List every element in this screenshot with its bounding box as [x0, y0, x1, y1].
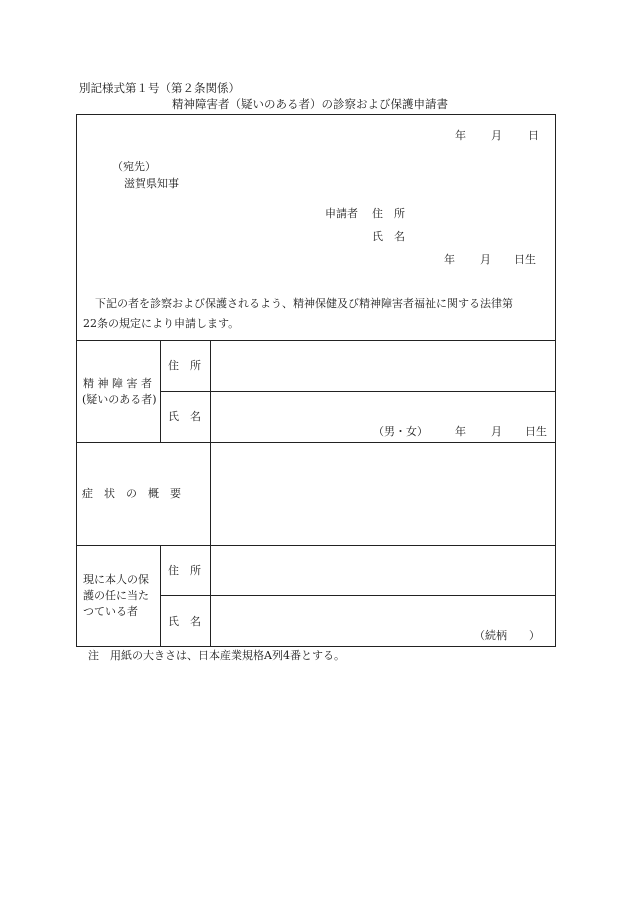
- application-text-line1: 下記の者を診察および保護されるよう、精神保健及び精神障害者福祉に関する法律第: [95, 297, 513, 310]
- date-day-label: 日: [528, 129, 539, 142]
- date-year-label: 年: [455, 129, 466, 142]
- applicant-dob-month: 月: [480, 253, 491, 266]
- applicant-dob-year: 年: [444, 253, 455, 266]
- page-title: 精神障害者（疑いのある者）の診察および保護申請書: [172, 97, 448, 111]
- patient-dob-month: 月: [491, 425, 502, 438]
- patient-label-line1: 精 神 障 害 者: [83, 377, 152, 390]
- guardian-label-line1: 現に本人の保: [83, 573, 149, 586]
- symptoms-label: 症 状 の 概 要: [82, 487, 181, 500]
- patient-sex: （男・女）: [373, 425, 428, 438]
- date-month-label: 月: [491, 129, 502, 142]
- guardian-label-line2: 護の任に当た: [83, 589, 149, 602]
- form-number: 別記様式第１号（第２条関係）: [79, 81, 240, 95]
- footnote: 注 用紙の大きさは、日本産業規格A列4番とする。: [88, 649, 345, 662]
- addressee-label: （宛先）: [112, 160, 156, 173]
- guardian-name-label: 氏 名: [168, 615, 201, 628]
- patient-label-line2: (疑いのある者): [82, 393, 157, 406]
- patient-address-label: 住 所: [168, 359, 201, 372]
- guardian-relationship: （続柄 ）: [474, 629, 540, 642]
- applicant-name-label: 氏 名: [372, 230, 405, 243]
- guardian-address-label: 住 所: [168, 564, 201, 577]
- applicant-dob-day: 日生: [514, 253, 536, 266]
- patient-dob-year: 年: [455, 425, 466, 438]
- patient-name-label: 氏 名: [168, 410, 201, 423]
- patient-dob-day: 日生: [525, 425, 547, 438]
- applicant-address-label: 住 所: [372, 207, 405, 220]
- applicant-label: 申請者: [325, 207, 358, 220]
- guardian-label-line3: つている者: [83, 605, 138, 618]
- application-text-line2: 22条の規定により申請します。: [83, 317, 240, 330]
- addressee: 滋賀県知事: [124, 177, 179, 190]
